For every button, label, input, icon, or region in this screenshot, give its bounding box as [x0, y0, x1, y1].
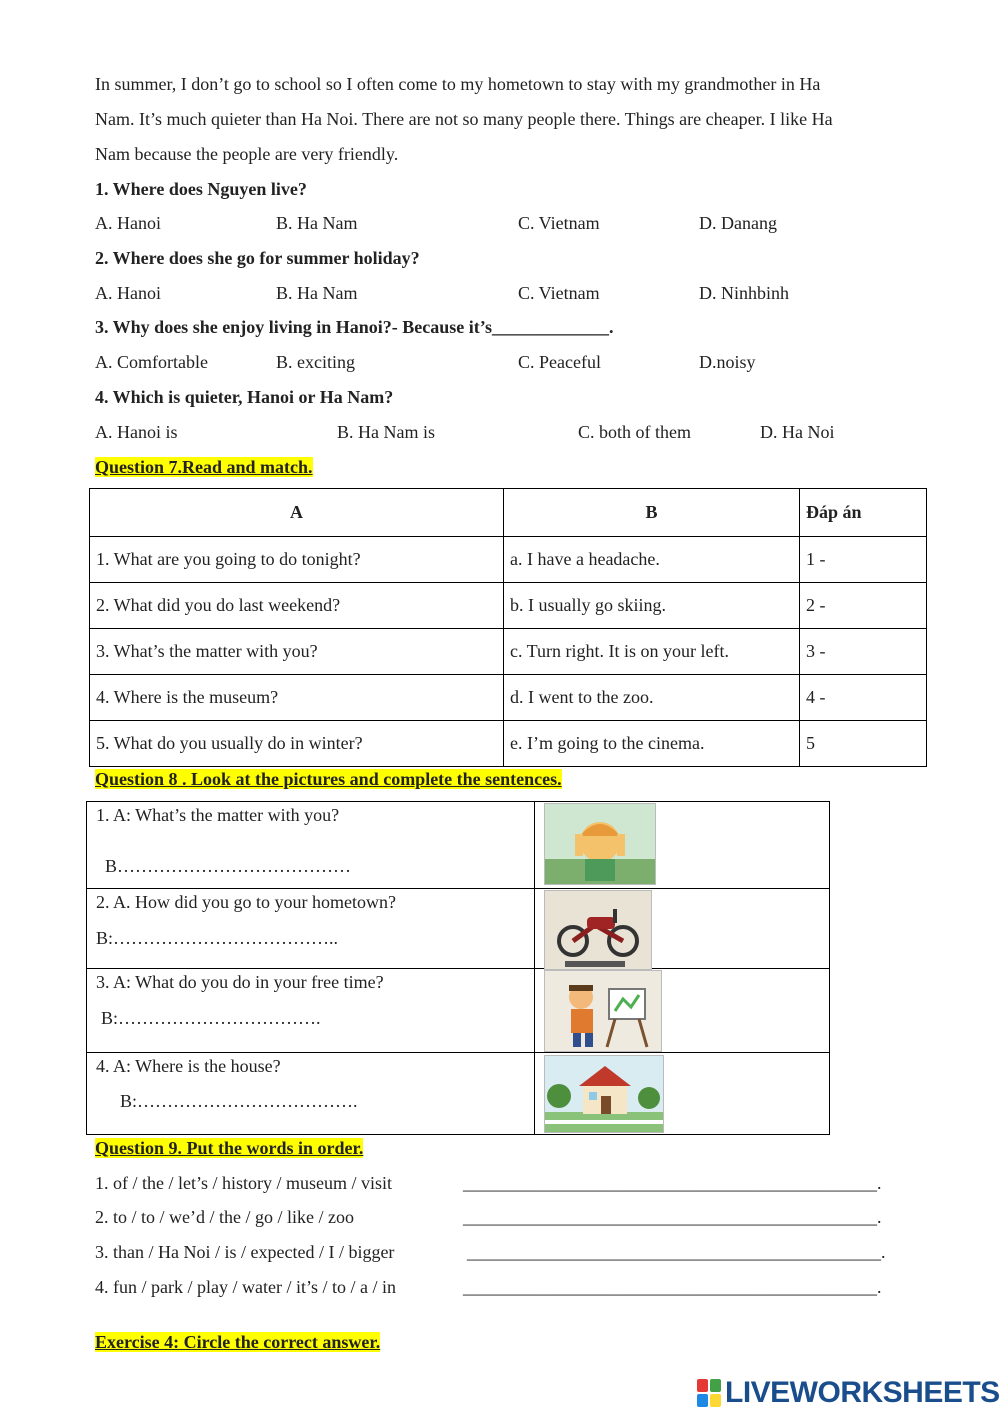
q4-option-d[interactable]: D. Ha Noi [760, 422, 835, 442]
cell-answer[interactable]: 3 - [800, 629, 927, 675]
cell-response: c. Turn right. It is on your left. [504, 629, 800, 675]
q2-option-d[interactable]: D. Ninhbinh [699, 283, 789, 303]
q9-heading [95, 1137, 363, 1159]
q8-picture-cell-3 [535, 969, 830, 1053]
cell-question: 2. What did you do last weekend? [90, 583, 504, 629]
table-row [90, 537, 927, 583]
picture-table [86, 801, 830, 1135]
q3-option-d[interactable]: D.noisy [699, 352, 756, 372]
q3-option-b[interactable]: B. exciting [276, 352, 355, 372]
question-4: 4. Which is quieter, Hanoi or Ha Nam? [95, 387, 394, 407]
q1-option-d[interactable]: D. Danang [699, 213, 777, 233]
q4-option-a[interactable]: A. Hanoi is [95, 422, 178, 442]
q8-question-1: 1. A: What’s the matter with you? [96, 805, 340, 825]
q1-option-a[interactable]: A. Hanoi [95, 213, 161, 233]
cell-response: d. I went to the zoo. [504, 675, 800, 721]
q8-question-4: 4. A: Where is the house? [96, 1056, 281, 1076]
table-row [87, 889, 830, 969]
table-row [90, 629, 927, 675]
q8-heading [95, 768, 562, 790]
q7-heading-text: Question 7.Read and match. [95, 457, 313, 477]
cell-question: 4. Where is the museum? [90, 675, 504, 721]
cell-answer[interactable]: 2 - [800, 583, 927, 629]
q8-picture-cell-4 [535, 1053, 830, 1135]
headache-boy-picture [544, 803, 656, 885]
table-row [90, 583, 927, 629]
q9-words-1: 1. of / the / let’s / history / museum / visit [95, 1173, 392, 1193]
q9-answer-line-1[interactable]: ______________________________________________. [463, 1173, 882, 1193]
q8-answer-4[interactable]: B:………………………………. [120, 1091, 358, 1111]
q4-option-c[interactable]: C. both of them [578, 422, 691, 442]
q7-heading [95, 456, 313, 478]
q4-option-b[interactable]: B. Ha Nam is [337, 422, 435, 442]
painting-boy-picture [544, 970, 662, 1052]
exercise-4-heading [95, 1331, 380, 1353]
q9-words-3: 3. than / Ha Noi / is / expected / I / bigger [95, 1242, 395, 1262]
table-row [90, 721, 927, 767]
q8-text-cell-4 [87, 1053, 535, 1135]
q9-words-4: 4. fun / park / play / water / it’s / to / a / in [95, 1277, 396, 1297]
col-header-b: B [504, 489, 800, 537]
logo-text: LIVEWORKSHEETS [725, 1376, 1000, 1409]
q9-answer-line-4[interactable]: ______________________________________________. [463, 1277, 882, 1297]
exercise-4-heading-text: Exercise 4: Circle the correct answer. [95, 1332, 381, 1352]
col-header-answer: Đáp án [800, 489, 927, 537]
q8-text-cell-2 [87, 889, 535, 969]
cell-answer[interactable]: 4 - [800, 675, 927, 721]
col-header-a: A [90, 489, 504, 537]
q8-text-cell-1 [87, 802, 535, 889]
cell-response: b. I usually go skiing. [504, 583, 800, 629]
q8-heading-text: Question 8 . Look at the pictures and complete the sentences. [95, 769, 562, 789]
question-3: 3. Why does she enjoy living in Hanoi?- Because it’s_____________. [95, 317, 614, 337]
motorbike-picture [544, 890, 652, 970]
cell-answer[interactable]: 1 - [800, 537, 927, 583]
q8-picture-cell-2 [535, 889, 830, 969]
passage-line-2: Nam. It’s much quieter than Ha Noi. There are not so many people there. Things are cheaper. I like Ha [95, 109, 833, 129]
q2-option-a[interactable]: A. Hanoi [95, 283, 161, 303]
q8-picture-cell-1 [535, 802, 830, 889]
question-2: 2. Where does she go for summer holiday? [95, 248, 420, 268]
table-row [90, 675, 927, 721]
q9-answer-line-2[interactable]: ______________________________________________. [463, 1207, 882, 1227]
table-row [87, 1053, 830, 1135]
cell-question: 1. What are you going to do tonight? [90, 537, 504, 583]
q9-words-2: 2. to / to / we’d / the / go / like / zoo [95, 1207, 354, 1227]
logo-mark-icon [697, 1379, 721, 1407]
house-picture [544, 1055, 664, 1133]
passage-line-3: Nam because the people are very friendly. [95, 144, 399, 164]
q3-option-a[interactable]: A. Comfortable [95, 352, 208, 372]
q9-answer-line-3[interactable]: ______________________________________________. [467, 1242, 886, 1262]
cell-response: a. I have a headache. [504, 537, 800, 583]
q1-option-c[interactable]: C. Vietnam [518, 213, 600, 233]
passage-line-1: In summer, I don’t go to school so I often come to my hometown to stay with my grandmother in Ha [95, 74, 821, 94]
liveworksheets-logo [697, 1376, 1000, 1410]
q1-option-b[interactable]: B. Ha Nam [276, 213, 358, 233]
cell-question: 3. What’s the matter with you? [90, 629, 504, 675]
q2-option-c[interactable]: C. Vietnam [518, 283, 600, 303]
table-row [87, 802, 830, 889]
q8-question-2: 2. A. How did you go to your hometown? [96, 892, 396, 912]
question-1: 1. Where does Nguyen live? [95, 179, 307, 199]
q2-option-b[interactable]: B. Ha Nam [276, 283, 358, 303]
q8-text-cell-3 [87, 969, 535, 1053]
cell-answer[interactable]: 5 [800, 721, 927, 767]
q8-answer-3[interactable]: B:……………………………. [101, 1008, 321, 1028]
q8-answer-1[interactable]: B………………………………… [105, 856, 352, 876]
table-row [87, 969, 830, 1053]
table-header-row [90, 489, 927, 537]
q8-answer-2[interactable]: B:……………………………….. [96, 928, 339, 948]
cell-question: 5. What do you usually do in winter? [90, 721, 504, 767]
cell-response: e. I’m going to the cinema. [504, 721, 800, 767]
match-table [89, 488, 927, 767]
q8-question-3: 3. A: What do you do in your free time? [96, 972, 384, 992]
q3-option-c[interactable]: C. Peaceful [518, 352, 601, 372]
q9-heading-text: Question 9. Put the words in order. [95, 1138, 364, 1158]
